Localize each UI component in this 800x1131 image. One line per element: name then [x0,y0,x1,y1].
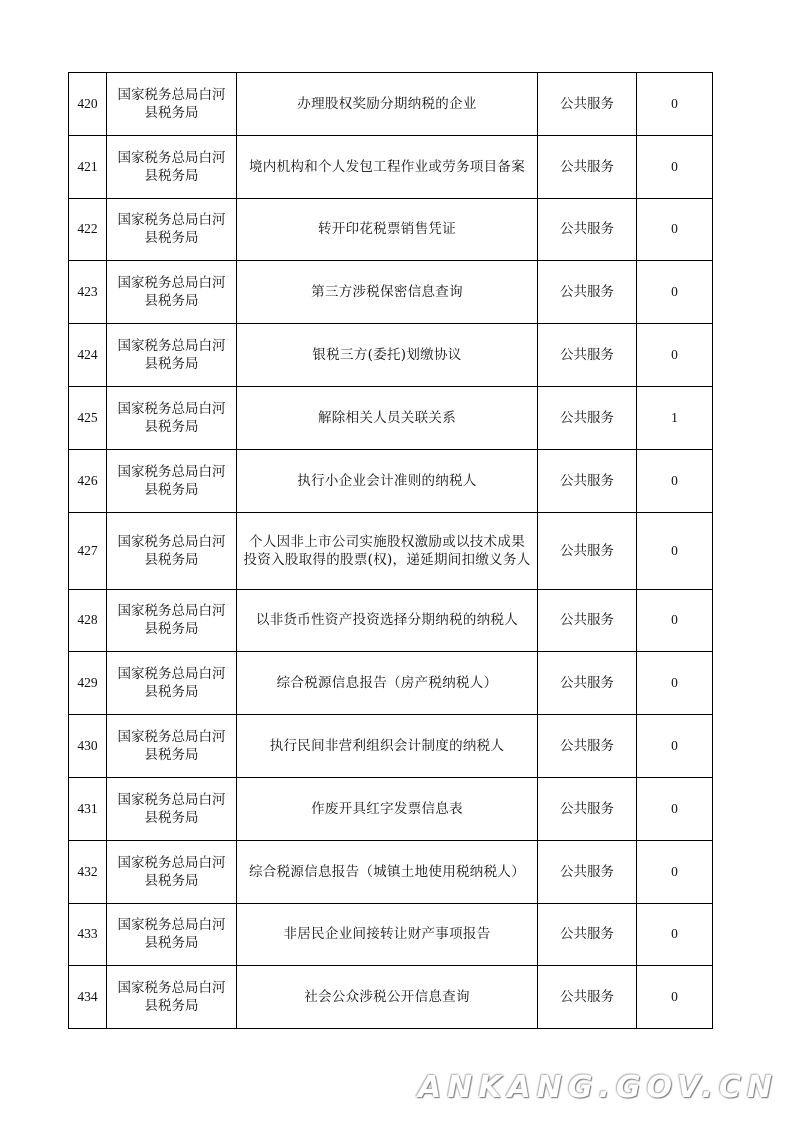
item-count: 0 [637,135,713,198]
item-count: 1 [637,386,713,449]
service-item-name: 个人因非上市公司实施股权激励或以技术成果投资入股取得的股票(权)，递延期间扣缴义务人 [237,512,538,589]
department-name: 国家税务总局白河县税务局 [107,777,237,840]
table-row [69,261,713,324]
department-name: 国家税务总局白河县税务局 [107,715,237,778]
row-number: 430 [69,715,107,778]
item-count: 0 [637,840,713,903]
service-item-name: 执行小企业会计准则的纳税人 [237,449,538,512]
service-item-name: 解除相关人员关联关系 [237,386,538,449]
service-item-name: 境内机构和个人发包工程作业或劳务项目备案 [237,135,538,198]
row-number: 420 [69,73,107,136]
table-row [69,198,713,261]
item-count: 0 [637,652,713,715]
row-number: 433 [69,903,107,966]
service-type: 公共服务 [538,589,637,652]
service-item-name: 社会公众涉税公开信息查询 [237,966,538,1029]
table-body [69,73,713,1029]
service-item-name: 综合税源信息报告（城镇土地使用税纳税人） [237,840,538,903]
item-count: 0 [637,966,713,1029]
row-number: 425 [69,386,107,449]
table-row [69,386,713,449]
service-item-name: 综合税源信息报告（房产税纳税人） [237,652,538,715]
department-name: 国家税务总局白河县税务局 [107,324,237,387]
item-count: 0 [637,449,713,512]
item-count: 0 [637,777,713,840]
department-name: 国家税务总局白河县税务局 [107,512,237,589]
table-row [69,903,713,966]
service-item-name: 办理股权奖励分期纳税的企业 [237,73,538,136]
department-name: 国家税务总局白河县税务局 [107,589,237,652]
item-count: 0 [637,324,713,387]
service-type: 公共服务 [538,135,637,198]
row-number: 423 [69,261,107,324]
service-type: 公共服务 [538,261,637,324]
item-count: 0 [637,512,713,589]
service-items-table [68,72,713,1029]
department-name: 国家税务总局白河县税务局 [107,73,237,136]
item-count: 0 [637,589,713,652]
item-count: 0 [637,198,713,261]
row-number: 426 [69,449,107,512]
service-type: 公共服务 [538,198,637,261]
service-type: 公共服务 [538,966,637,1029]
department-name: 国家税务总局白河县税务局 [107,966,237,1029]
table-row [69,966,713,1029]
service-type: 公共服务 [538,652,637,715]
table-row [69,589,713,652]
row-number: 432 [69,840,107,903]
service-item-name: 银税三方(委托)划缴协议 [237,324,538,387]
table-row [69,512,713,589]
service-item-name: 以非货币性资产投资选择分期纳税的纳税人 [237,589,538,652]
row-number: 424 [69,324,107,387]
row-number: 421 [69,135,107,198]
item-count: 0 [637,903,713,966]
table-row [69,840,713,903]
service-type: 公共服务 [538,777,637,840]
item-count: 0 [637,715,713,778]
service-type: 公共服务 [538,386,637,449]
row-number: 434 [69,966,107,1029]
service-type: 公共服务 [538,73,637,136]
item-count: 0 [637,73,713,136]
service-type: 公共服务 [538,512,637,589]
site-watermark: ANKANG.GOV.CN [417,1070,778,1105]
table-row [69,777,713,840]
department-name: 国家税务总局白河县税务局 [107,261,237,324]
department-name: 国家税务总局白河县税务局 [107,903,237,966]
table-row [69,73,713,136]
item-count: 0 [637,261,713,324]
service-type: 公共服务 [538,715,637,778]
department-name: 国家税务总局白河县税务局 [107,386,237,449]
service-item-name: 执行民间非营利组织会计制度的纳税人 [237,715,538,778]
table-row [69,652,713,715]
table-row [69,449,713,512]
department-name: 国家税务总局白河县税务局 [107,198,237,261]
service-type: 公共服务 [538,903,637,966]
row-number: 431 [69,777,107,840]
table-row [69,715,713,778]
service-item-name: 非居民企业间接转让财产事项报告 [237,903,538,966]
row-number: 429 [69,652,107,715]
service-type: 公共服务 [538,324,637,387]
department-name: 国家税务总局白河县税务局 [107,652,237,715]
table-row [69,135,713,198]
service-type: 公共服务 [538,840,637,903]
row-number: 427 [69,512,107,589]
service-item-name: 作废开具红字发票信息表 [237,777,538,840]
row-number: 422 [69,198,107,261]
department-name: 国家税务总局白河县税务局 [107,840,237,903]
service-item-name: 转开印花税票销售凭证 [237,198,538,261]
department-name: 国家税务总局白河县税务局 [107,135,237,198]
service-item-name: 第三方涉税保密信息查询 [237,261,538,324]
service-type: 公共服务 [538,449,637,512]
department-name: 国家税务总局白河县税务局 [107,449,237,512]
table-row [69,324,713,387]
row-number: 428 [69,589,107,652]
